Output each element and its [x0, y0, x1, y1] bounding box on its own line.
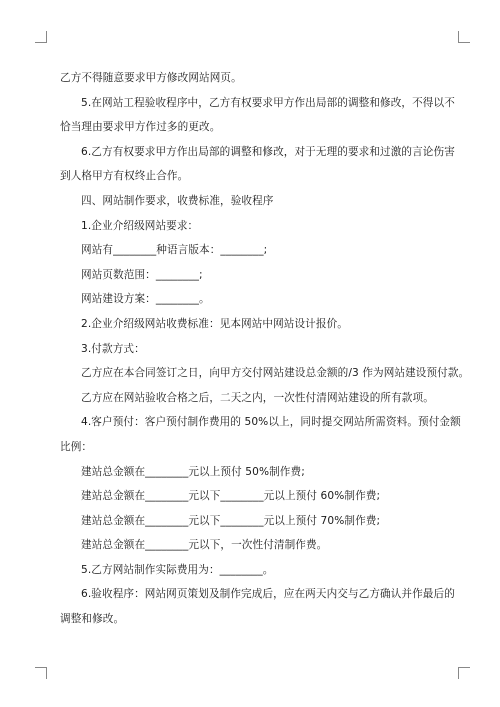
text-line: 比例： [60, 440, 93, 453]
text-line: 网站页数范围：________; [81, 268, 203, 281]
text-line: 建站总金额在________元以下________元以上预付 60%制作费; [81, 490, 381, 503]
text-line: 乙方应在网站验收合格之后，二天之内，一次性付清网站建设的所有款项。 [81, 391, 434, 404]
section-heading: 四、网站制作要求，收费标准，验收程序 [81, 194, 274, 207]
text-line: 2.企业介绍级网站收费标准：见本网站中网站设计报价。 [81, 317, 348, 330]
crop-mark-bottom-left [35, 667, 47, 679]
text-line: 1.企业介绍级网站要求： [81, 219, 199, 232]
text-line: 5.在网站工程验收程序中，乙方有权要求甲方作出局部的调整和修改，不得以不 [81, 96, 455, 109]
text-line: 3.付款方式： [81, 342, 145, 355]
crop-mark-top-left [35, 31, 47, 43]
text-line: 网站有________种语言版本：________; [81, 244, 268, 257]
text-line: 建站总金额在________元以上预付 50%制作费; [81, 465, 305, 478]
text-line: 4.客户预付：客户预付制作费用的 50%以上，同时提交网站所需资料。预付金额 [81, 416, 461, 429]
document-body [60, 66, 470, 632]
text-line: 恰当理由要求甲方作过多的更改。 [60, 121, 221, 134]
text-line: 乙方不得随意要求甲方修改网站网页。 [60, 72, 242, 84]
text-line: 建站总金额在________元以下，一次性付清制作费。 [81, 539, 328, 552]
text-line: 建站总金额在________元以下________元以上预付 70%制作费; [81, 514, 381, 527]
crop-mark-bottom-right [458, 667, 470, 679]
text-line: 6.验收程序：网站网页策划及制作完成后，应在两天内交与乙方确认并作最后的 [81, 588, 455, 601]
text-line: 到人格甲方有权终止合作。 [60, 170, 189, 183]
text-line: 网站建设方案：________。 [81, 293, 210, 306]
text-line: 6.乙方有权要求甲方作出局部的调整和修改，对于无理的要求和过激的言论伤害 [81, 145, 455, 158]
text-line: 调整和修改。 [60, 613, 125, 626]
text-line: 乙方应在本合同签订之日，向甲方交付网站建设总金额的/3 作为网站建设预付款。 [81, 367, 470, 380]
crop-mark-top-right [458, 31, 470, 43]
text-line: 5.乙方网站制作实际费用为：________。 [81, 563, 274, 576]
